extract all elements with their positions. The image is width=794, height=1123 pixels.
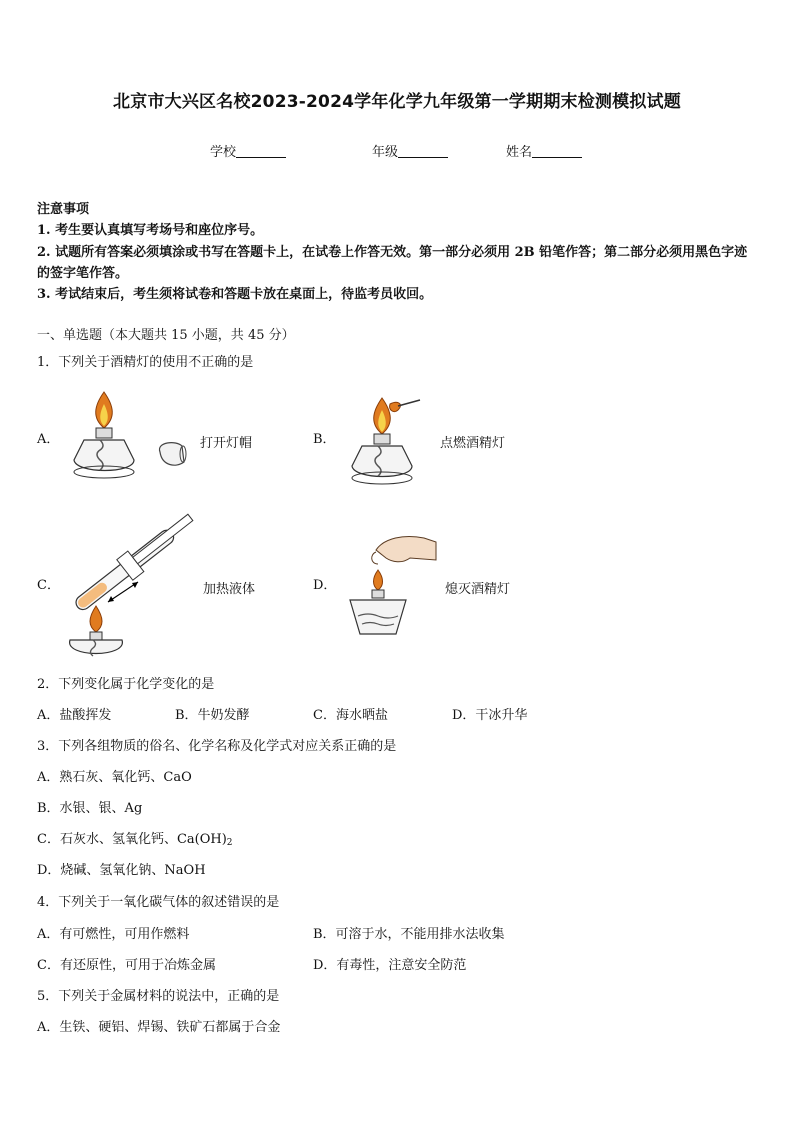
grade-blank[interactable] <box>398 144 448 158</box>
option: D．有毒性，注意安全防范 <box>313 958 467 973</box>
school-blank[interactable] <box>236 144 286 158</box>
page-title: 北京市大兴区名校2023-2024学年化学九年级第一学期期末检测模拟试题 <box>113 92 681 112</box>
formula-subscript: 2 <box>226 838 233 848</box>
school-label: 学校 <box>210 145 237 160</box>
option: B．水银、银、Ag <box>37 801 143 816</box>
lamp-open-cap-figure <box>64 388 196 488</box>
section-heading: 一、单选题（本大题共 15 小题，共 45 分） <box>37 328 295 343</box>
option: A．生铁、硬铝、焊锡、铁矿石都属于合金 <box>37 1020 281 1035</box>
question-stem: 3．下列各组物质的俗名、化学名称及化学式对应关系正确的是 <box>37 739 397 754</box>
name-blank[interactable] <box>532 144 582 158</box>
option-caption: 熄灭酒精灯 <box>445 582 511 597</box>
notice-heading: 注意事项 <box>37 202 90 217</box>
notice-item: 3. 考试结束后，考生须将试卷和答题卡放在桌面上，待监考员收回。 <box>37 287 433 302</box>
grade-field[interactable] <box>372 141 448 160</box>
grade-label: 年级 <box>372 145 399 160</box>
question-stem: 1．下列关于酒精灯的使用不正确的是 <box>37 355 254 370</box>
option-letter: C． <box>37 578 60 593</box>
question-stem: 5．下列关于金属材料的说法中，正确的是 <box>37 989 280 1004</box>
name-field[interactable] <box>506 141 582 160</box>
option-letter: B． <box>313 432 336 447</box>
option: C．有还原性，可用于冶炼金属 <box>37 958 216 973</box>
option: D．烧碱、氢氧化钠、NaOH <box>37 863 206 878</box>
option: C．海水晒盐 <box>313 708 388 723</box>
option-letter: D． <box>313 578 337 593</box>
heating-liquid-figure <box>60 510 200 662</box>
school-field[interactable] <box>210 141 286 160</box>
question-stem: 2．下列变化属于化学变化的是 <box>37 677 215 692</box>
option: D．干冰升华 <box>452 708 528 723</box>
option: B．牛奶发酵 <box>175 708 250 723</box>
option-caption: 加热液体 <box>203 582 256 597</box>
lamp-lighting-figure <box>348 394 428 490</box>
notice-item: 2. 试题所有答案必须填涂或书写在答题卡上，在试卷上作答无效。第一部分必须用 2B 铅笔作答；第二部分必须用黑色字迹的签字笔作答。 <box>37 245 748 281</box>
name-label: 姓名 <box>506 145 533 160</box>
option: B．可溶于水，不能用排水法收集 <box>313 927 505 942</box>
blowing-out-lamp-figure <box>340 530 440 640</box>
question-stem: 4．下列关于一氧化碳气体的叙述错误的是 <box>37 895 280 910</box>
notice-item: 1. 考生要认真填写考场号和座位序号。 <box>37 223 264 238</box>
option-caption: 打开灯帽 <box>200 436 253 451</box>
option-with-subscript <box>37 830 233 850</box>
option: C．石灰水、氢氧化钙、Ca(OH) <box>37 832 227 847</box>
option-caption: 点燃酒精灯 <box>440 436 506 451</box>
option: A．盐酸挥发 <box>37 708 112 723</box>
option: A．有可燃性，可用作燃料 <box>37 927 190 942</box>
option-letter: A． <box>37 432 60 447</box>
option: A．熟石灰、氧化钙、CaO <box>37 770 192 785</box>
